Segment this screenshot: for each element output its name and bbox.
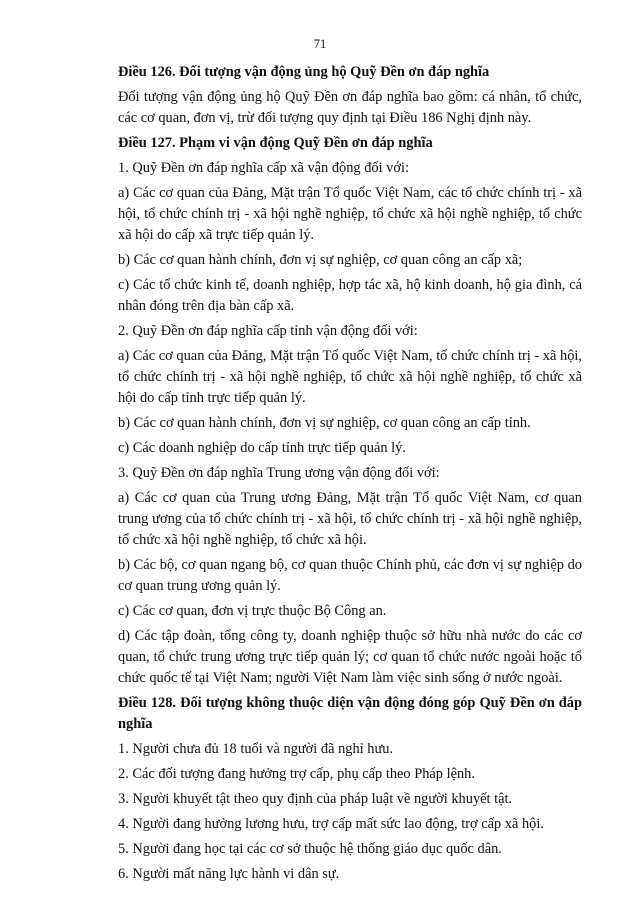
paragraph: a) Các cơ quan của Đảng, Mặt trận Tổ quốc Việt Nam, tổ chức chính trị - xã hội, tổ chức chính trị - xã hội nghề nghiệp, tổ chức xã hội nghề nghiệp, tổ chức xã hội do cấp tỉnh trực tiếp quản lý.	[118, 348, 582, 406]
paragraph: 4. Người đang hưởng lương hưu, trợ cấp mất sức lao động, trợ cấp xã hội.	[118, 816, 544, 832]
paragraph: c) Các tổ chức kinh tế, doanh nghiệp, hợp tác xã, hộ kinh doanh, hộ gia đình, cá nhân đóng trên địa bàn cấp xã.	[118, 277, 582, 314]
paragraph: 1. Quỹ Đền ơn đáp nghĩa cấp xã vận động đối với:	[118, 160, 409, 176]
paragraph: 1. Người chưa đủ 18 tuổi và người đã nghỉ hưu.	[118, 741, 394, 757]
paragraph: Đối tượng vận động ủng hộ Quỹ Đền ơn đáp nghĩa bao gồm: cá nhân, tổ chức, các cơ quan, đơn vị, trừ đối tượng quy định tại Điều 186 Nghị định này.	[118, 89, 582, 126]
paragraph: 3. Quỹ Đền ơn đáp nghĩa Trung ương vận động đối với:	[118, 465, 440, 481]
article-heading: Điều 126. Đối tượng vận động ủng hộ Quỹ Đền ơn đáp nghĩa	[118, 64, 490, 80]
paragraph: 3. Người khuyết tật theo quy định của pháp luật về người khuyết tật.	[118, 791, 513, 807]
article-heading: Điều 128. Đối tượng không thuộc diện vận động đóng góp Quỹ Đền ơn đáp nghĩa	[118, 695, 582, 732]
paragraph: b) Các cơ quan hành chính, đơn vị sự nghiệp, cơ quan công an cấp tỉnh.	[118, 415, 531, 431]
paragraph: a) Các cơ quan của Trung ương Đảng, Mặt trận Tổ quốc Việt Nam, cơ quan trung ương của tổ chức chính trị - xã hội, tổ chức chính trị - xã hội nghề nghiệp, tổ chức xã hội nghề nghiệp, tổ chức xã hội.	[118, 490, 582, 548]
paragraph: 2. Quỹ Đền ơn đáp nghĩa cấp tỉnh vận động đối với:	[118, 323, 418, 339]
document-body	[118, 62, 582, 889]
paragraph: c) Các cơ quan, đơn vị trực thuộc Bộ Công an.	[118, 603, 387, 619]
paragraph: c) Các doanh nghiệp do cấp tỉnh trực tiếp quản lý.	[118, 440, 406, 456]
paragraph: a) Các cơ quan của Đảng, Mặt trận Tổ quốc Việt Nam, các tổ chức chính trị - xã hội, tổ chức chính trị - xã hội nghề nghiệp, tổ chức xã hội nghề nghiệp, tổ chức xã hội do cấp xã trực tiếp quản lý.	[118, 185, 582, 243]
paragraph: 2. Các đối tượng đang hưởng trợ cấp, phụ cấp theo Pháp lệnh.	[118, 766, 475, 782]
paragraph: d) Các tập đoàn, tổng công ty, doanh nghiệp thuộc sở hữu nhà nước do các cơ quan, tổ chức trung ương trực tiếp quản lý; cơ quan tổ chức nước ngoài hoặc tổ chức quốc tế tại Việt Nam; người Việt Nam làm việc sinh sống ở nước ngoài.	[118, 628, 582, 686]
paragraph: 5. Người đang học tại các cơ sở thuộc hệ thống giáo dục quốc dân.	[118, 841, 502, 857]
article-heading: Điều 127. Phạm vi vận động Quỹ Đền ơn đáp nghĩa	[118, 135, 433, 151]
paragraph: b) Các bộ, cơ quan ngang bộ, cơ quan thuộc Chính phủ, các đơn vị sự nghiệp do cơ quan trung ương quản lý.	[118, 557, 582, 594]
paragraph: 6. Người mất năng lực hành vi dân sự.	[118, 866, 340, 882]
page-number: 71	[313, 37, 327, 51]
paragraph: b) Các cơ quan hành chính, đơn vị sự nghiệp, cơ quan công an cấp xã;	[118, 252, 523, 268]
